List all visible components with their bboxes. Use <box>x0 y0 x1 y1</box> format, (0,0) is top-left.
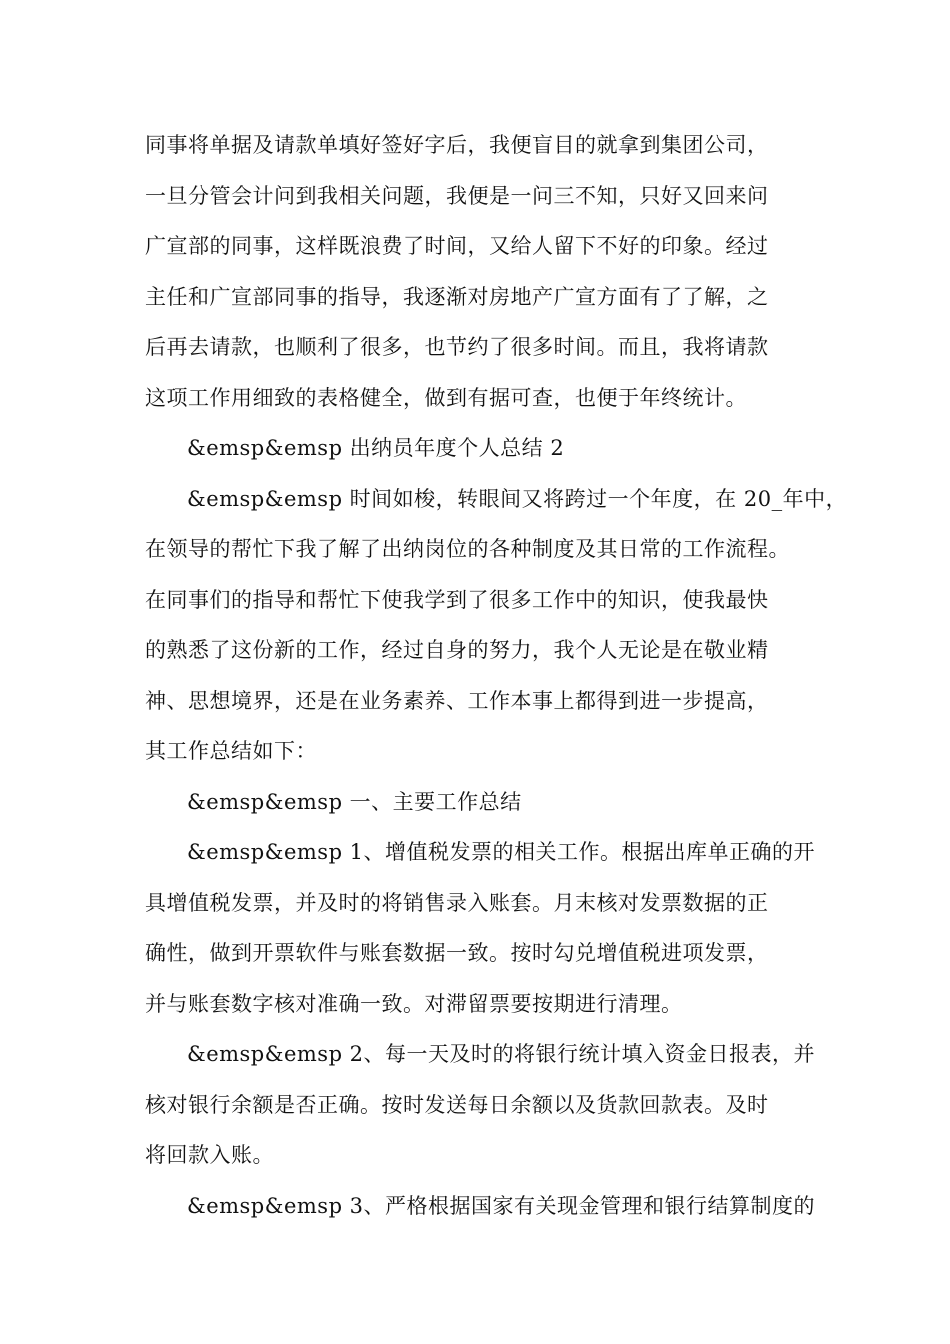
text-line: 的熟悉了这份新的工作，经过自身的努力，我个人无论是在敬业精 <box>145 638 769 662</box>
paragraph-start: &emsp&emsp 2、每一天及时的将银行统计填入资金日报表，并 <box>187 1042 816 1066</box>
text-line: 主任和广宣部同事的指导，我逐渐对房地产广宣方面有了了解，之 <box>145 284 769 309</box>
paragraph-start: &emsp&emsp 3、严格根据国家有关现金管理和银行结算制度的 <box>187 1193 816 1218</box>
text-line: 一旦分管会计问到我相关问题，我便是一问三不知，只好又回来问 <box>145 183 769 208</box>
text-line: 其工作总结如下： <box>145 739 317 763</box>
text-line: 同事将单据及请款单填好签好字后，我便盲目的就拿到集团公司， <box>145 133 769 157</box>
text-line: 将回款入账。 <box>145 1143 274 1167</box>
text-line: 这项工作用细致的表格健全，做到有据可查，也便于年终统计。 <box>145 385 747 410</box>
text-line: 核对银行余额是否正确。按时发送每日余额以及货款回款表。及时 <box>145 1092 769 1117</box>
text-line: 确性，做到开票软件与账套数据一致。按时勾兑增值税进项发票， <box>145 941 769 965</box>
text-line: 神、思想境界，还是在业务素养、工作本事上都得到进一步提高， <box>145 688 769 713</box>
document-body <box>145 128 848 1239</box>
text-line: 在同事们的指导和帮忙下使我学到了很多工作中的知识，使我最快 <box>145 587 769 612</box>
text-line: 并与账套数字核对准确一致。对滞留票要按期进行清理。 <box>145 991 683 1016</box>
text-line: 具增值税发票，并及时的将销售录入账套。月末核对发票数据的正 <box>145 890 769 915</box>
text-line: 广宣部的同事，这样既浪费了时间，又给人留下不好的印象。经过 <box>145 234 769 258</box>
paragraph-start: &emsp&emsp 时间如梭，转眼间又将跨过一个年度，在 20_年中， <box>187 486 848 511</box>
section-heading: &emsp&emsp 一、主要工作总结 <box>187 789 522 814</box>
text-line: 后再去请款，也顺利了很多，也节约了很多时间。而且，我将请款 <box>145 335 769 359</box>
text-line: 在领导的帮忙下我了解了出纳岗位的各种制度及其日常的工作流程。 <box>145 537 790 561</box>
section-heading: &emsp&emsp 出纳员年度个人总结 2 <box>187 436 565 460</box>
paragraph-start: &emsp&emsp 1、增值税发票的相关工作。根据出库单正确的开 <box>187 840 816 864</box>
